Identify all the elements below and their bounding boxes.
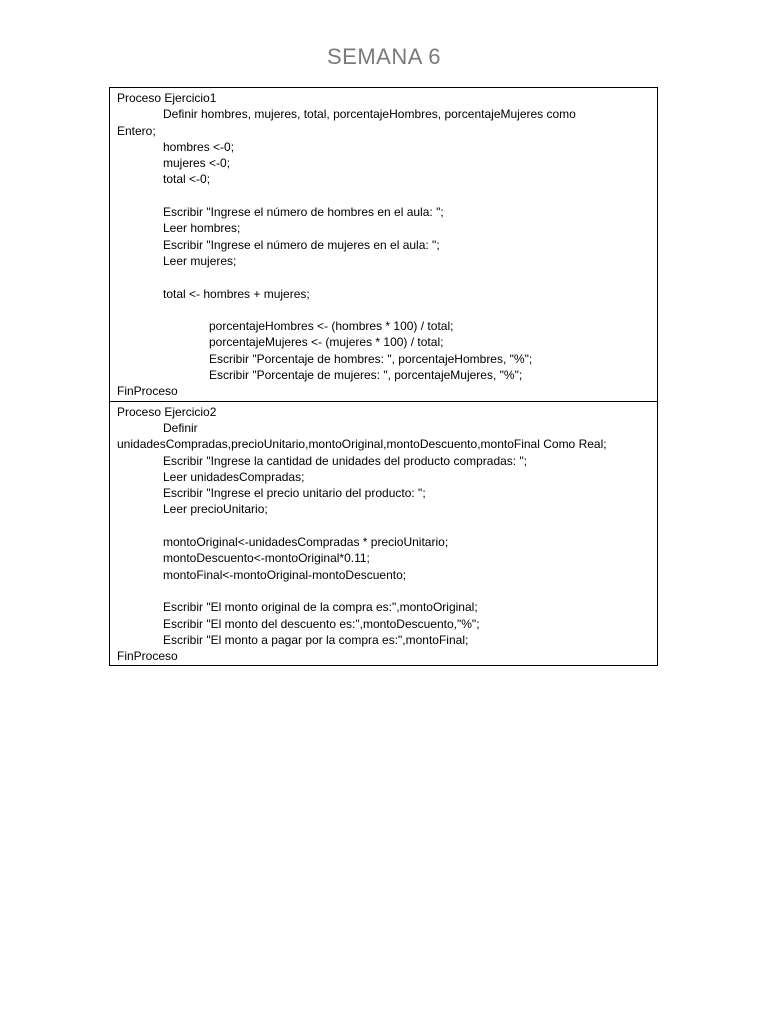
page-title: SEMANA 6 (326, 44, 442, 69)
code-line: Escribir "Porcentaje de mujeres: ", porcentajeMujeres, "%"; (209, 368, 523, 383)
code-block-ejercicio2 (110, 401, 657, 666)
code-line: hombres <-0; (163, 139, 235, 154)
code-line: Entero; (117, 123, 156, 138)
code-line: porcentajeMujeres <- (mujeres * 100) / total; (209, 335, 444, 350)
code-line (117, 518, 650, 534)
code-line: montoFinal<-montoOriginal-montoDescuento; (163, 567, 407, 582)
code-line: montoDescuento<-montoOriginal*0.11; (163, 551, 370, 566)
code-line: Leer precioUnitario; (163, 502, 268, 517)
code-line: Escribir "Ingrese el número de hombres en el aula: "; (163, 205, 444, 220)
code-line: Escribir "El monto a pagar por la compra es:",montoFinal; (163, 632, 469, 647)
code-line: Escribir "Porcentaje de hombres: ", porcentajeHombres, "%"; (209, 351, 533, 366)
code-line: Escribir "Ingrese el precio unitario del producto: "; (163, 486, 426, 501)
code-line: Leer hombres; (163, 221, 241, 236)
code-line (117, 583, 650, 599)
code-line: Escribir "Ingrese el número de mujeres en el aula: "; (163, 237, 440, 252)
code-line: unidadesCompradas,precioUnitario,montoOriginal,montoDescuento,montoFinal Como Real; (117, 437, 607, 452)
code-line: FinProceso (117, 649, 178, 664)
code-line: total <-0; (163, 172, 211, 187)
code-line: mujeres <-0; (163, 156, 231, 171)
code-line (117, 302, 650, 318)
code-table (109, 87, 658, 666)
code-line: Leer unidadesCompradas; (163, 469, 305, 484)
code-line: FinProceso (117, 384, 178, 399)
code-line (117, 269, 650, 285)
code-line: Leer mujeres; (163, 253, 237, 268)
code-line: Proceso Ejercicio2 (117, 404, 217, 419)
code-line: Escribir "El monto original de la compra es:",montoOriginal; (163, 600, 478, 615)
code-line: Escribir "Ingrese la cantidad de unidades del producto compradas: "; (163, 453, 528, 468)
code-line: Escribir "El monto del descuento es:",montoDescuento,"%"; (163, 616, 480, 631)
code-line: montoOriginal<-unidadesCompradas * precioUnitario; (163, 535, 449, 550)
code-block-ejercicio1 (110, 88, 657, 401)
code-line: Definir (163, 420, 198, 435)
code-line (117, 188, 650, 204)
code-line: porcentajeHombres <- (hombres * 100) / total; (209, 319, 454, 334)
code-line: Definir hombres, mujeres, total, porcentajeHombres, porcentajeMujeres como (163, 107, 576, 122)
code-line: total <- hombres + mujeres; (163, 286, 310, 301)
code-line: Proceso Ejercicio1 (117, 91, 217, 105)
